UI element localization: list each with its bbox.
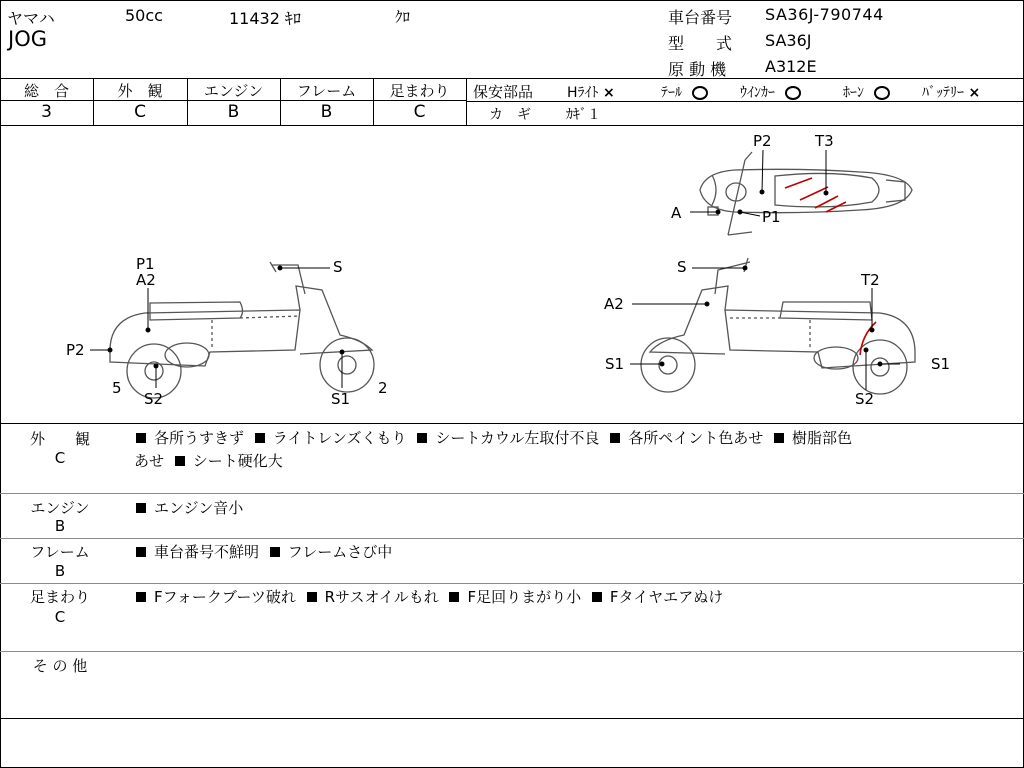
- remark-item: F足回りまがり小: [467, 588, 582, 606]
- engine-label: 原 動 機: [668, 60, 727, 79]
- divider: [0, 423, 1024, 424]
- winker-label: ｳｲﾝｶｰ: [740, 85, 775, 101]
- bullet-icon: [307, 592, 317, 602]
- left-s2-label: S2: [144, 390, 164, 408]
- circle-mark-icon: [692, 86, 708, 100]
- headlight-label: Hﾗｲﾄ: [567, 85, 599, 101]
- left-s-label: S: [333, 258, 343, 276]
- remark-item: 樹脂部色: [792, 429, 853, 447]
- right-s1-rear-label: S1: [931, 355, 951, 373]
- divider: [466, 78, 467, 125]
- top-a-label: A: [671, 204, 682, 222]
- bullet-icon: [136, 592, 146, 602]
- suspension-grade-label: 足まわり: [389, 82, 450, 100]
- battery-status: [922, 82, 980, 102]
- left-5-label: 5: [112, 379, 122, 397]
- remarks-engine-line: [136, 497, 243, 518]
- remarks-suspension-grade: C: [54, 608, 66, 626]
- type-label: 型 式: [668, 34, 733, 53]
- damage-marks: [785, 178, 876, 355]
- frame-grade-label: フレーム: [296, 82, 357, 100]
- engine-grade: B: [227, 102, 240, 122]
- bullet-icon: [449, 592, 459, 602]
- top-view-scooter: [700, 152, 912, 235]
- circle-mark-icon: [874, 86, 890, 100]
- exterior-label: 外 観: [117, 82, 163, 100]
- exterior-grade: C: [134, 102, 146, 122]
- bullet-icon: [774, 433, 784, 443]
- remarks-exterior-grade: C: [54, 449, 66, 467]
- divider: [0, 651, 1024, 652]
- divider: [0, 583, 1024, 584]
- remark-item: Fタイヤエアぬけ: [609, 588, 724, 606]
- key-value: ｶｷﾞ１: [566, 107, 601, 123]
- displacement: 50cc: [125, 6, 163, 25]
- suspension-grade: C: [413, 102, 426, 122]
- remarks-suspension-label: 足まわり: [29, 588, 90, 606]
- tail-label: ﾃｰﾙ: [661, 85, 682, 101]
- remarks-frame-grade: B: [54, 562, 66, 580]
- engine-grade-label: エンジン: [203, 82, 264, 100]
- frame-no-label: 車台番号: [668, 8, 733, 27]
- headlight-status: [567, 82, 615, 102]
- horn-label: ﾎｰﾝ: [843, 85, 864, 101]
- overall-grade: 3: [41, 102, 52, 122]
- remark-item: エンジン音小: [154, 499, 244, 517]
- left-s1-label: S1: [331, 390, 351, 408]
- right-s-label: S: [677, 258, 687, 276]
- remark-item: 車台番号不鮮明: [154, 543, 260, 561]
- remark-item: 各所うすきず: [154, 429, 245, 447]
- frame-no: SA36J-790744: [765, 5, 884, 24]
- divider: [0, 493, 1024, 494]
- remark-item: Fフォークブーツ破れ: [154, 588, 296, 606]
- bullet-icon: [592, 592, 602, 602]
- bullet-icon: [270, 547, 280, 557]
- mileage: [229, 6, 301, 29]
- right-s2-label: S2: [855, 390, 875, 408]
- engine-value: A312E: [765, 57, 817, 76]
- remarks-other-label: そ の 他: [32, 657, 88, 675]
- remarks-frame-label: フレーム: [30, 543, 90, 561]
- remarks-suspension-line: [136, 586, 723, 607]
- bullet-icon: [136, 547, 146, 557]
- divider: [0, 538, 1024, 539]
- remark-item: シート硬化大: [192, 452, 283, 470]
- mileage-unit: ｷﾛ: [285, 9, 302, 28]
- right-a2-label: A2: [604, 295, 624, 313]
- circle-mark-icon: [785, 86, 801, 100]
- bullet-icon: [136, 433, 146, 443]
- type-value: SA36J: [765, 31, 812, 50]
- right-t2-label: T2: [861, 271, 880, 289]
- key-label: カ ギ: [489, 107, 531, 123]
- horn-status: [843, 82, 890, 102]
- remark-item: あせ: [134, 452, 165, 470]
- tail-status: [661, 82, 708, 102]
- left-a2-label: A2: [136, 271, 156, 289]
- remarks-exterior-label: 外 観: [29, 430, 90, 448]
- bullet-icon: [136, 503, 146, 513]
- remarks-exterior-line1: [136, 427, 852, 448]
- bullet-icon: [255, 433, 265, 443]
- remark-item: 各所ペイント色あせ: [628, 429, 764, 447]
- overall-label: 総 合: [23, 82, 69, 100]
- divider: [0, 78, 1024, 79]
- battery-mark: ×: [968, 85, 981, 101]
- right-s1-front-label: S1: [605, 355, 625, 373]
- battery-label: ﾊﾞｯﾃﾘｰ: [922, 85, 964, 101]
- remarks-engine-grade: B: [54, 517, 66, 535]
- mileage-value: 11432: [229, 9, 280, 28]
- bullet-icon: [175, 456, 185, 466]
- winker-status: [740, 82, 801, 102]
- remark-item: フレームさび中: [287, 543, 393, 561]
- remarks-exterior-line2: [134, 450, 283, 471]
- damage-diagram: [0, 126, 1024, 423]
- remark-item: ライトレンズくもり: [272, 429, 407, 447]
- remark-item: シートカウル左取付不良: [435, 429, 600, 447]
- maker: ヤマハ: [7, 9, 55, 28]
- remarks-frame-line: [136, 541, 392, 562]
- remark-item: Rサスオイルもれ: [324, 588, 439, 606]
- top-p2-label: P2: [753, 132, 772, 150]
- bullet-icon: [610, 433, 620, 443]
- left-2-label: 2: [378, 379, 388, 397]
- parts-label: 保安部品: [473, 83, 534, 101]
- left-p2-label: P2: [66, 341, 85, 359]
- top-t3-label: T3: [815, 132, 834, 150]
- top-p1-label: P1: [762, 208, 781, 226]
- bullet-icon: [417, 433, 427, 443]
- headlight-mark: ×: [602, 85, 615, 101]
- remarks-engine-label: エンジン: [30, 499, 90, 517]
- color: ｸﾛ: [395, 8, 411, 26]
- frame-grade: B: [320, 102, 333, 122]
- left-p1-label: P1: [136, 255, 155, 273]
- model-name: JOG: [8, 27, 47, 51]
- divider: [0, 718, 1024, 719]
